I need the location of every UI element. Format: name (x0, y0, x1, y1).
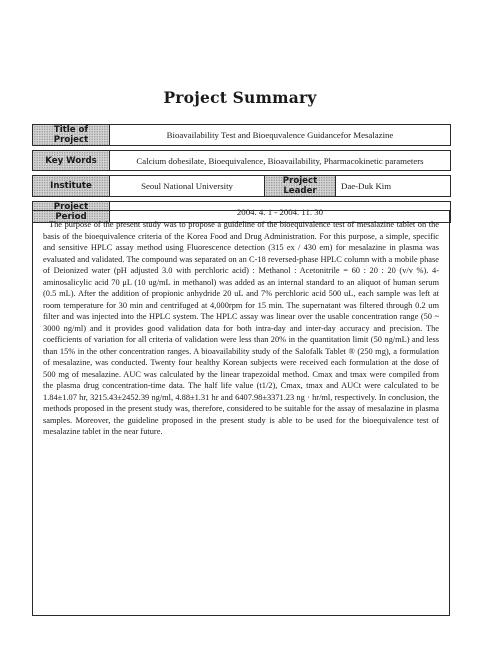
summary-box (32, 210, 450, 616)
project-info-table (32, 124, 451, 223)
period-value: 2004. 4. 1 - 2004. 11. 30 (110, 202, 451, 223)
institute-value: Seoul National University (110, 176, 265, 197)
title-label: Title of Project (33, 125, 110, 146)
keywords-row (33, 151, 451, 171)
title-value: Bioavailability Test and Bioequvalence Guidancefor Mesalazine (110, 125, 451, 146)
page-title: Project Summary (163, 88, 317, 107)
summary-text: The purpose of the present study was to propose a guideline of the bioequivalence test of mesalazine tablet on the basis of the bioequivalence criteria of the Korea Food and Drug Administration. For this purpose, a simple, specific and sensitive HPLC assay method using Fluorescence detection (315 ex / 430 em) for mesalazine in plasma was evaluated and validated. The compound was separated on an C-18 reversed-phase HPLC column with a mobile phase of Deionized water (pH adjusted 3.0 with perchloric acid) : Methanol : Acetonitrile = 60 : 20 : 20 (v/v %). 4-aminosalicylic acid 70 μL (10 ug/mL in methanol) was added as an internal standard to an aliquot of human serum (0.5 mL). After the addition of propionic anhydride 20 uL and 7% perchloric acid 500 uL, each sample was left at room temperature for 30 min and centrifuged at 4,000rpm for 15 min. The supernatant was filtered through 0.2 um filter and was injected into the HPLC system. The HPLC assay was linear over the usable concentration range (50 ~ 3000 ng/ml) and it provides good validation data for both intra-day and inter-day accuracy and precision. The coefficients of variation for all criteria of validation were less than 20% in the quantitation limit (50 ng/mL) and less than 15% in the other concentration ranges. A bioavailability study of the Salofalk Tablet ® (250 mg), a formulation of mesalazine, was conducted. Twenty four healthy Korean subjects were received each formulation at the dose of 500 mg of mesalazine. AUC was calculated by the linear trapezoidal method. Cmax and tmax were compiled from the plasma drug concentration-time data. The half life value (t1/2), Cmax, tmax and AUCt were calculated to be 1.84±1.07 hr, 3215.43±2452.39 ng/ml, 4.88±1.31 hr and 6407.98±3371.23 ng · hr/ml, respectively. In conclusion, the methods proposed in the present study was, therefore, considered to be suitable for the assay of mesalazine in plasma samples. Moreover, the guideline proposed in the present study is able to be used for the bioequivalence test of mesalazine tablet in the near future. (43, 220, 439, 436)
title-row (33, 125, 451, 146)
leader-label: Project Leader (265, 176, 336, 197)
period-label: Project Period (33, 202, 110, 223)
institute-row (33, 176, 451, 197)
leader-value: Dae-Duk Kim (336, 176, 451, 197)
keywords-label: Key Words (33, 151, 110, 171)
institute-label: Institute (33, 176, 110, 197)
keywords-value: Calcium dobesilate, Bioequivalence, Bioavailability, Pharmacokinetic parameters (110, 151, 451, 171)
